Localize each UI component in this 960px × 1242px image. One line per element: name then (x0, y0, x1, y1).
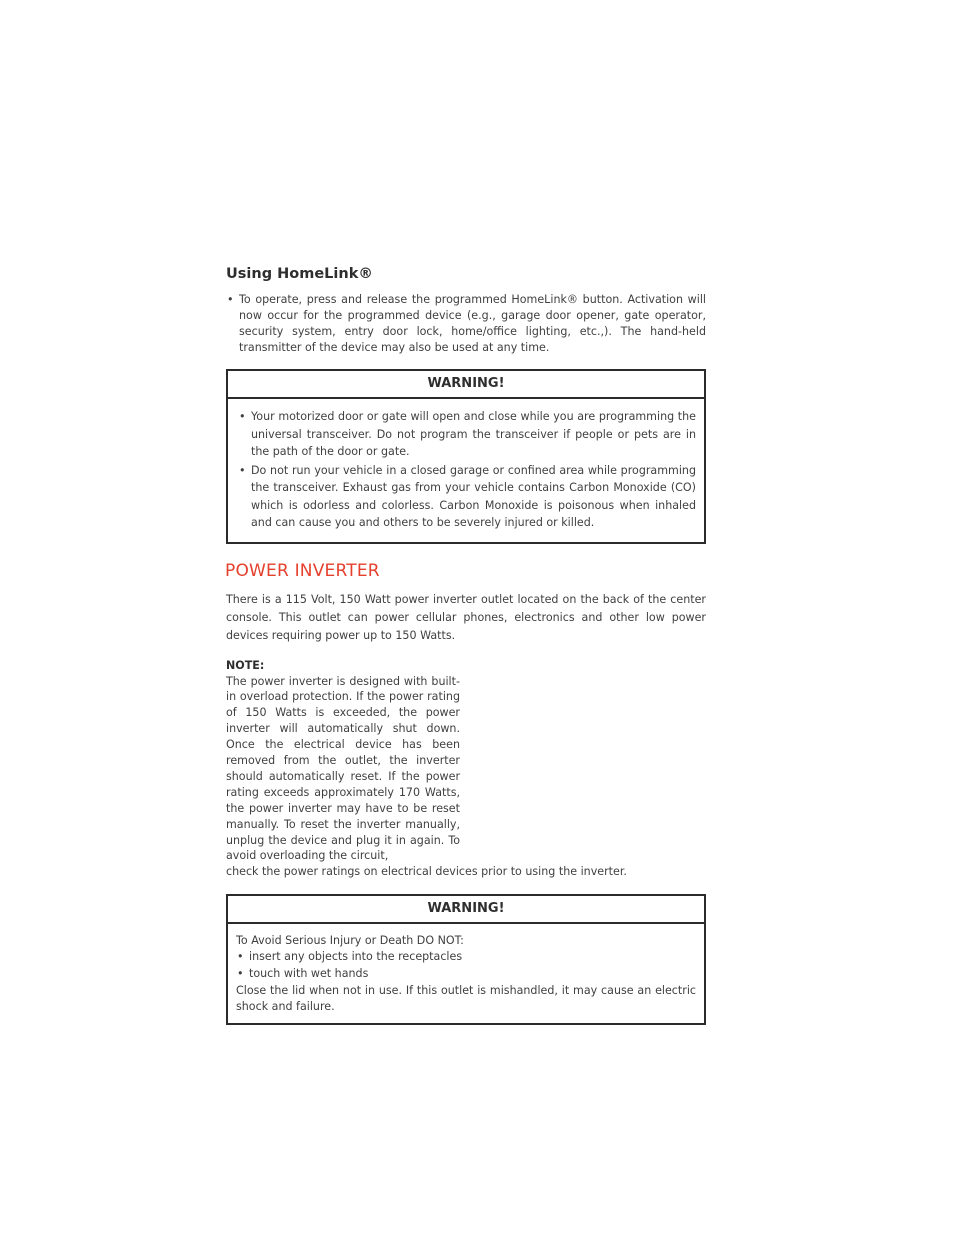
warning-bullets (236, 949, 696, 982)
warning-heading: WARNING! (228, 896, 704, 924)
warning-box-programming (226, 369, 706, 544)
note-label: NOTE: (226, 658, 265, 672)
note-text: The power inverter is designed with built-in overload protection. If the power rating of 150 Watts is exceeded, the power inverter will automatically shut down. Once the electrical device has been removed from the outlet, the inverter should automatically reset. If the power rating exceeds approximately 170 Watts, the power inverter may have to be reset manually. To reset the inverter manually, unplug the device and plug it in again. To avoid overloading the circuit, (226, 674, 460, 863)
warning-bullet: • insert any objects into the receptacles (236, 949, 696, 965)
warning-bullets (238, 408, 696, 532)
warning-lead: To Avoid Serious Injury or Death DO NOT: (236, 934, 464, 948)
warning-bullet: • Do not run your vehicle in a closed garage or confined area while programming the transceiver. Exhaust gas from your vehicle contains Carbon Monoxide (CO) which is odorless and colorless. Carbon Monoxide is poisonous when inhaled and can cause you and others to be severely injured or killed. (238, 462, 696, 532)
warning-bullet: • Your motorized door or gate will open and close while you are programming the universal transceiver. Do not program the transceiver if people or pets are in the path of the door or gate. (238, 408, 696, 461)
homelink-heading: Using HomeLink® (226, 266, 373, 282)
manual-page (226, 266, 706, 1025)
warning-heading: WARNING! (228, 371, 704, 399)
inverter-intro: There is a 115 Volt, 150 Watt power inverter outlet located on the back of the center console. This outlet can power cellular phones, electronics and other low power devices requiring power up to 150 Watts. (226, 592, 706, 642)
warning-box-outlet (226, 894, 706, 1025)
warning-body (228, 399, 704, 542)
homelink-bullets (226, 292, 706, 356)
note-tail: check the power ratings on electrical devices prior to using the inverter. (226, 865, 627, 879)
homelink-bullet: • To operate, press and release the programmed HomeLink® button. Activation will now occur for the programmed device (e.g., garage door opener, gate operator, security system, entry door lock, home/office lighting, etc.,). The hand-held transmitter of the device may also be used at any time. (226, 292, 706, 356)
section-title-power-inverter: POWER INVERTER (225, 560, 380, 581)
warning-body (228, 924, 704, 1023)
warning-bullet: • touch with wet hands (236, 966, 696, 982)
warning-closing: Close the lid when not in use. If this outlet is mishandled, it may cause an electric shock and failure. (236, 984, 696, 1014)
